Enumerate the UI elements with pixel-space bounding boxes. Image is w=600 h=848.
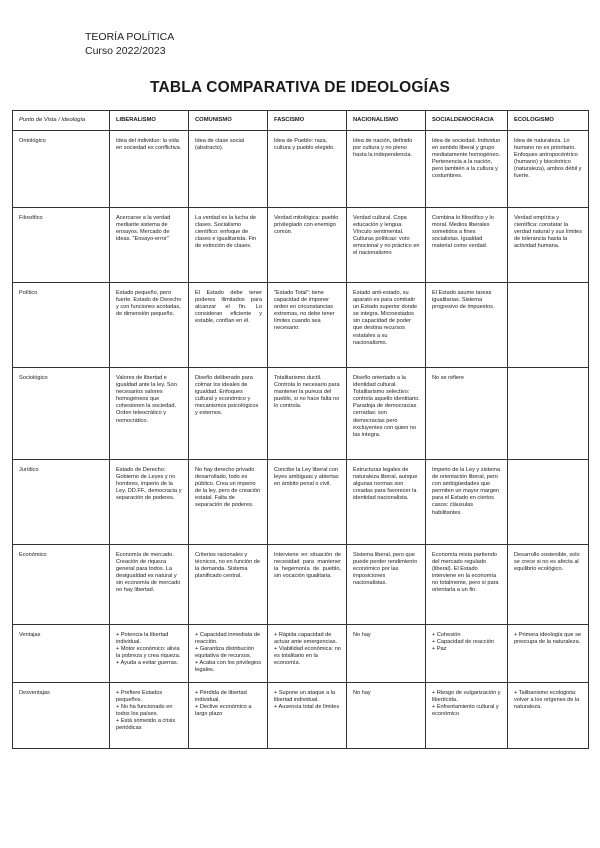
table-cell xyxy=(347,208,426,283)
table-cell xyxy=(189,131,268,208)
cell-text: Idea de sociedad. Individuo en sentido liberal y grupo mediatamente homogéneo. Pertenencia a la nación, pero también a la cultura y costumbres. xyxy=(432,138,501,180)
cell-text: Economía mixta partiendo del mercado regulado (liberal). El Estado interviene en la economía no totalmente, pero si para orientarla a un fin. xyxy=(432,552,499,594)
cell-text: + Pérdida de libertad individual. + Declive económico a largo plazo xyxy=(195,690,252,718)
cell-text: + Prefiere Estados pequeños. + No ha funcionado en todos los países. + Está sometido a crisis periódicas xyxy=(116,690,176,732)
table-cell xyxy=(508,683,589,749)
table-cell xyxy=(508,545,589,625)
cell-text: Idea de naturaleza. Lo humano no es prioritario. Enfoques antropocéntrico (humano) y biocéntrico (naturaleza), ambos débil y fuerte. xyxy=(514,138,582,180)
table-row xyxy=(13,208,589,283)
table-row xyxy=(13,460,589,545)
table-cell xyxy=(189,460,268,545)
cell-text: Totalitarismo ductil. Controla lo necesario para mantener la pureza del pueblo, si no hace falta no lo controla. xyxy=(274,375,340,410)
cell-text: Estado anti-estado, su aparato es para combatir un Estado superior donde se integra. Microestados sin capacidad de poder que destina recursos estatales a su nacionalismo. xyxy=(353,290,418,346)
table-cell xyxy=(347,368,426,460)
cell-text: No se refiere xyxy=(432,375,465,381)
cell-text: Idea de nación, definido por cultura y no pleno hasta la independencia. xyxy=(353,138,413,159)
table-cell xyxy=(426,545,508,625)
table-cell xyxy=(110,625,189,683)
table-cell xyxy=(189,208,268,283)
cell-text: No hay derecho privado desarrollado, todo es público. Crea un imperio de la ley, pero de creación estatal. Falta de separación de poderes. xyxy=(195,467,261,509)
table-cell xyxy=(268,625,347,683)
cell-text: No hay xyxy=(353,632,371,638)
column-header-socialdemocracia: SOCIALDEMOCRACIA xyxy=(426,111,508,131)
cell-text: + Potencia la libertad individual. + Motor económico: alivia la pobreza y crea riqueza. + Ayuda a evitar guerras. xyxy=(116,632,181,667)
table-cell xyxy=(189,683,268,749)
table-row xyxy=(13,545,589,625)
cell-text: + Rápida capacidad de actuar ante emergencias. + Viabilidad económica: no es totalitario en la economía. xyxy=(274,632,341,667)
comparison-table xyxy=(12,110,589,749)
cell-text: Verdad empírica y científica: constatar la verdad natural y sus límites de tolerancia hasta la actividad humana. xyxy=(514,215,583,250)
table-cell xyxy=(347,545,426,625)
cell-text: La verdad es la lucha de clases. Socialismo científico: enfoque de clases e igualitarista. Fin de extinción de clases. xyxy=(195,215,257,250)
row-label: Filosófico xyxy=(13,208,110,283)
row-label: Jurídico xyxy=(13,460,110,545)
corner-header: Punto de Vista / Ideología xyxy=(13,111,110,131)
table-cell xyxy=(347,131,426,208)
table-cell xyxy=(508,208,589,283)
column-header-liberalismo: LIBERALISMO xyxy=(110,111,189,131)
table-cell xyxy=(508,460,589,545)
course-year: Curso 2022/2023 xyxy=(85,45,166,57)
table-cell xyxy=(110,283,189,368)
cell-text: Criterios racionales y técnicos, no en función de la demanda. Sistema planificado central. xyxy=(195,552,260,580)
cell-text: Verdad mitológica: pueblo privilegiado con enemigo común. xyxy=(274,215,339,236)
table-row xyxy=(13,625,589,683)
table-cell xyxy=(110,208,189,283)
cell-text: + Riesgo de vulgarización y libertícida. + Enfrentamiento cultural y económico xyxy=(432,690,501,718)
table-cell xyxy=(189,545,268,625)
cell-text: + Supone un ataque a la libertad individual. + Ausencia total de límites xyxy=(274,690,340,711)
document-header xyxy=(85,30,174,58)
row-label: Desventajas xyxy=(13,683,110,749)
row-label: Económico xyxy=(13,545,110,625)
table-cell xyxy=(189,283,268,368)
cell-text: Concibe la Ley liberal con leyes ambiguas y abiertas en ámbito penal o civil. xyxy=(274,467,339,488)
table-cell xyxy=(426,683,508,749)
table-cell xyxy=(426,131,508,208)
table-cell xyxy=(110,683,189,749)
table-cell xyxy=(110,545,189,625)
table-cell xyxy=(347,683,426,749)
table-cell xyxy=(268,545,347,625)
table-cell xyxy=(268,283,347,368)
table-cell xyxy=(268,131,347,208)
cell-text: "Estado Total": tiene capacidad de imponer orden en circunstancias extremas, no debe tener límites cuando sea necesario. xyxy=(274,290,335,332)
table-cell xyxy=(426,283,508,368)
table-cell xyxy=(110,460,189,545)
table-cell xyxy=(189,625,268,683)
cell-text: + Capacidad inmediata de reacción. + Garantiza distribución equitativa de recursos. + Acaba con los privilegios legales. xyxy=(195,632,262,674)
row-label: Ontológico xyxy=(13,131,110,208)
cell-text: Sistema liberal, pero que puede perder rendimiento económico por las imposiciones nacionalistas. xyxy=(353,552,418,587)
column-header-nacionalismo: NACIONALISMO xyxy=(347,111,426,131)
table-cell xyxy=(189,368,268,460)
table-cell xyxy=(347,625,426,683)
cell-text: El Estado asume tareas igualitarias. Sistema progresivo de impuestos. xyxy=(432,290,495,311)
table-cell xyxy=(347,283,426,368)
table-cell xyxy=(508,368,589,460)
table-cell xyxy=(508,283,589,368)
cell-text: + Primera ideología que se preocupa de la naturaleza. xyxy=(514,632,582,646)
cell-text: + Talibanismo ecologista: volver a los orígenes de la naturaleza. xyxy=(514,690,580,711)
table-cell xyxy=(426,625,508,683)
column-header-comunismo: COMUNISMO xyxy=(189,111,268,131)
cell-text: Estado pequeño, pero fuerte. Estado de Derecho y con funciones acotadas, de dimensión pequeño. xyxy=(116,290,182,318)
table-cell xyxy=(347,460,426,545)
cell-text: Estado de Derecho: Gobierno de Leyes y no hombres, imperio de la Ley, DD.FF., democracia y separación de poderes. xyxy=(116,467,182,502)
cell-text: Economía de mercado. Creación de riqueza general para todos. La desigualdad es natural y sin economía de mercado no hay libertad. xyxy=(116,552,181,594)
cell-text: Diseño deliberado para colmar los ideales de igualdad. Enfoques cultural y económico y mecanismos psicológicos y externos. xyxy=(195,375,259,417)
table-header-row xyxy=(13,111,589,131)
table-cell xyxy=(268,208,347,283)
cell-text: El Estado debe tener poderes ilimitados para alcanzar el fin. Lo consideran eficiente y estable, confían en él. xyxy=(195,290,262,325)
cell-text: Verdad cultural. Copa educación y lengua. Vínculo sentimental. Culturas políticas: voto emocional y no práctico en el nacionalismo xyxy=(353,215,420,257)
cell-text: No hay xyxy=(353,690,371,696)
cell-text: Estructuras legales de naturaleza liberal, aunque algunas normas son creadas para favorecer la identidad nacionalista. xyxy=(353,467,418,502)
row-label: Sociológico xyxy=(13,368,110,460)
table-cell xyxy=(426,208,508,283)
cell-text: + Cohesión + Capacidad de reacción + Paz xyxy=(432,632,495,653)
table-cell xyxy=(110,131,189,208)
cell-text: Idea de Pueblo: raza, cultura y pueblo elegido. xyxy=(274,138,335,152)
table-row xyxy=(13,368,589,460)
table-cell xyxy=(508,131,589,208)
page-title: TABLA COMPARATIVA DE IDEOLOGÍAS xyxy=(149,79,451,96)
table-cell xyxy=(426,460,508,545)
course-name: TEORÍA POLÍTICA xyxy=(85,31,175,43)
row-label: Ventajas xyxy=(13,625,110,683)
cell-text: Combina lo filosófico y lo moral. Medios liberales sometidos a fines socialistas. Igualdad material como verdad. xyxy=(432,215,494,250)
table-cell xyxy=(508,625,589,683)
row-label: Político xyxy=(13,283,110,368)
table-cell xyxy=(426,368,508,460)
table-row xyxy=(13,283,589,368)
cell-text: Idea de clase social (abstracto). xyxy=(195,138,245,152)
table-row xyxy=(13,131,589,208)
table-cell xyxy=(268,683,347,749)
cell-text: Idea del individuo: la vida en sociedad es conflictiva. xyxy=(116,138,182,152)
cell-text: Desarrollo sostenible, solo se crece si no es afecta al equilibrio ecológico. xyxy=(514,552,580,573)
cell-text: Imperio de la Ley y sistema de orientación liberal, pero con ambigüedades que permiten un mayor margen para el Estado en ciertos casos: cláusulas habilitantes. xyxy=(432,467,501,516)
cell-text: Diseño orientado a la identidad cultural. Totalitarismo selectivo: controla aquello identitario. Paradoja de democracias cerradas: son democracias pero excluyentes con quien no las integra. xyxy=(353,375,420,438)
column-header-ecologismo: ECOLOGISMO xyxy=(508,111,589,131)
table-row xyxy=(13,683,589,749)
cell-text: Acercarse a la verdad mediante sistema de ensayos. Mercado de ideas. "Ensayo-error" xyxy=(116,215,171,243)
table-cell xyxy=(268,368,347,460)
column-header-fascismo: FASCISMO xyxy=(268,111,347,131)
table-cell xyxy=(268,460,347,545)
cell-text: Interviene en situación de necesidad para mantener la hegemonía de pueblo, sin vocación igualitaria. xyxy=(274,552,341,580)
table-cell xyxy=(110,368,189,460)
cell-text: Valores de libertad e igualdad ante la ley. Son necesarios valores homogéneos que cohesionen la sociedad. Orden teleocrático y nomocrático. xyxy=(116,375,177,424)
